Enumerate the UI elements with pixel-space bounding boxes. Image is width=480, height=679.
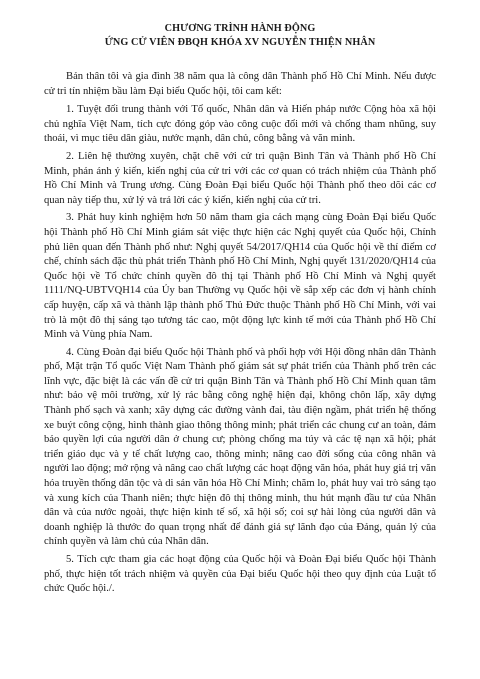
commitment-item-4: 4. Cùng Đoàn đại biểu Quốc hội Thành phố và phối hợp với Hội đồng nhân dân Thành phố, Mặt trận Tổ quốc Việt Nam Thành phố giám sát sự phát triển của Thành phố trên các lĩnh vực, đặc biệt là các vấn đề cử tri quận Bình Tân và Thành phố Hồ Chí Minh quan tâm như: bảo vệ môi trường, xử lý rác bằng công nghệ hiện đại, không chôn lấp, xây dựng Thành phố sạch và xanh; xây dựng các đường vành đai, tàu điện ngầm, phát triển hệ thống xe buýt công cộng, hình thành giao thông thông minh; phát triển các chung cư an toàn, đảm bảo quyền lợi của người dân ở chung cư; phòng chống ma túy và các tệ nạn xã hội; phát triển giáo dục và y tế chất lượng cao, thông minh; nâng cao đời sống của công nhân và người lao động; mở rộng và nâng cao chất lượng các hoạt động văn hóa, phát huy giá trị văn hóa truyền thống dân tộc và di sản văn hóa Hồ Chí Minh; chăm lo, phát huy vai trò sáng tạo và xung kích của Thanh niên; thực hiện đô thị thông minh, thu hút mạnh đầu tư của Nhân dân và của nước ngoài, thực hiện kinh tế số, xã hội số; coi sự hài lòng của người dân và doanh nghiệp là thước đo quan trọng nhất để đánh giá sự lãnh đạo của Đảng, quản lý của chính quyền và làm chủ của Nhân dân. — [44, 346, 436, 548]
commitment-item-3: 3. Phát huy kinh nghiệm hơn 50 năm tham gia cách mạng cùng Đoàn Đại biểu Quốc hội Thành phố Hồ Chí Minh giám sát việc thực hiện các Nghị quyết của Quốc hội, Chính phủ liên quan đến Thành phố như: Nghị quyết 54/2017/QH14 của Quốc hội về thí điểm cơ chế, chính sách đặc thù phát triển Thành phố Hồ Chí Minh, Nghị quyết 131/2020/QH14 của Quốc hội về Tổ chức chính quyền đô thị tại Thành phố Hồ Chí Minh và Nghị quyết 1111/NQ-UBTVQH14 của Ủy ban Thường vụ Quốc hội về sắp xếp các đơn vị hành chính cấp huyện, cấp xã và thành lập thành phố Thủ Đức thuộc Thành phố Hồ Chí Minh, với vai trò là một đô thị sáng tạo tương tác cao, một động lực kinh tế mới của Thành phố Hồ Chí Minh và Vùng phía Nam. — [44, 212, 436, 341]
commitment-item-1: 1. Tuyệt đối trung thành với Tổ quốc, Nhân dân và Hiến pháp nước Cộng hòa xã hội chủ nghĩa Việt Nam, tích cực đóng góp vào công cuộc đổi mới và chống tham nhũng, suy thoái, vì mục tiêu dân giàu, nước mạnh, dân chủ, công bằng và văn minh. — [44, 104, 436, 145]
commitment-item-2: 2. Liên hệ thường xuyên, chặt chẽ với cử tri quận Bình Tân và Thành phố Hồ Chí Minh, phản ánh ý kiến, kiến nghị của cử tri với các cơ quan có trách nhiệm của Thành phố Hồ Chí Minh và Trung ương. Cùng Đoàn Đại biểu Quốc hội Thành phố theo dõi các cơ quan này tiếp thu, xử lý và trả lời các ý kiến, kiến nghị của cử tri. — [44, 150, 436, 206]
document-subtitle: ỨNG CỬ VIÊN ĐBQH KHÓA XV NGUYỄN THIỆN NHÂN — [104, 37, 376, 48]
commitment-item-5: 5. Tích cực tham gia các hoạt động của Quốc hội và Đoàn Đại biểu Quốc hội Thành phố, thực hiện tốt trách nhiệm và quyền của Đại biểu Quốc hội theo quy định của Luật tổ chức Quốc hội./. — [44, 554, 436, 595]
intro-paragraph: Bản thân tôi và gia đình 38 năm qua là công dân Thành phố Hồ Chí Minh. Nếu được cử tri tín nhiệm bầu làm Đại biểu Quốc hội, tôi cam kết: — [44, 71, 436, 97]
document-title: CHƯƠNG TRÌNH HÀNH ĐỘNG — [164, 23, 316, 34]
